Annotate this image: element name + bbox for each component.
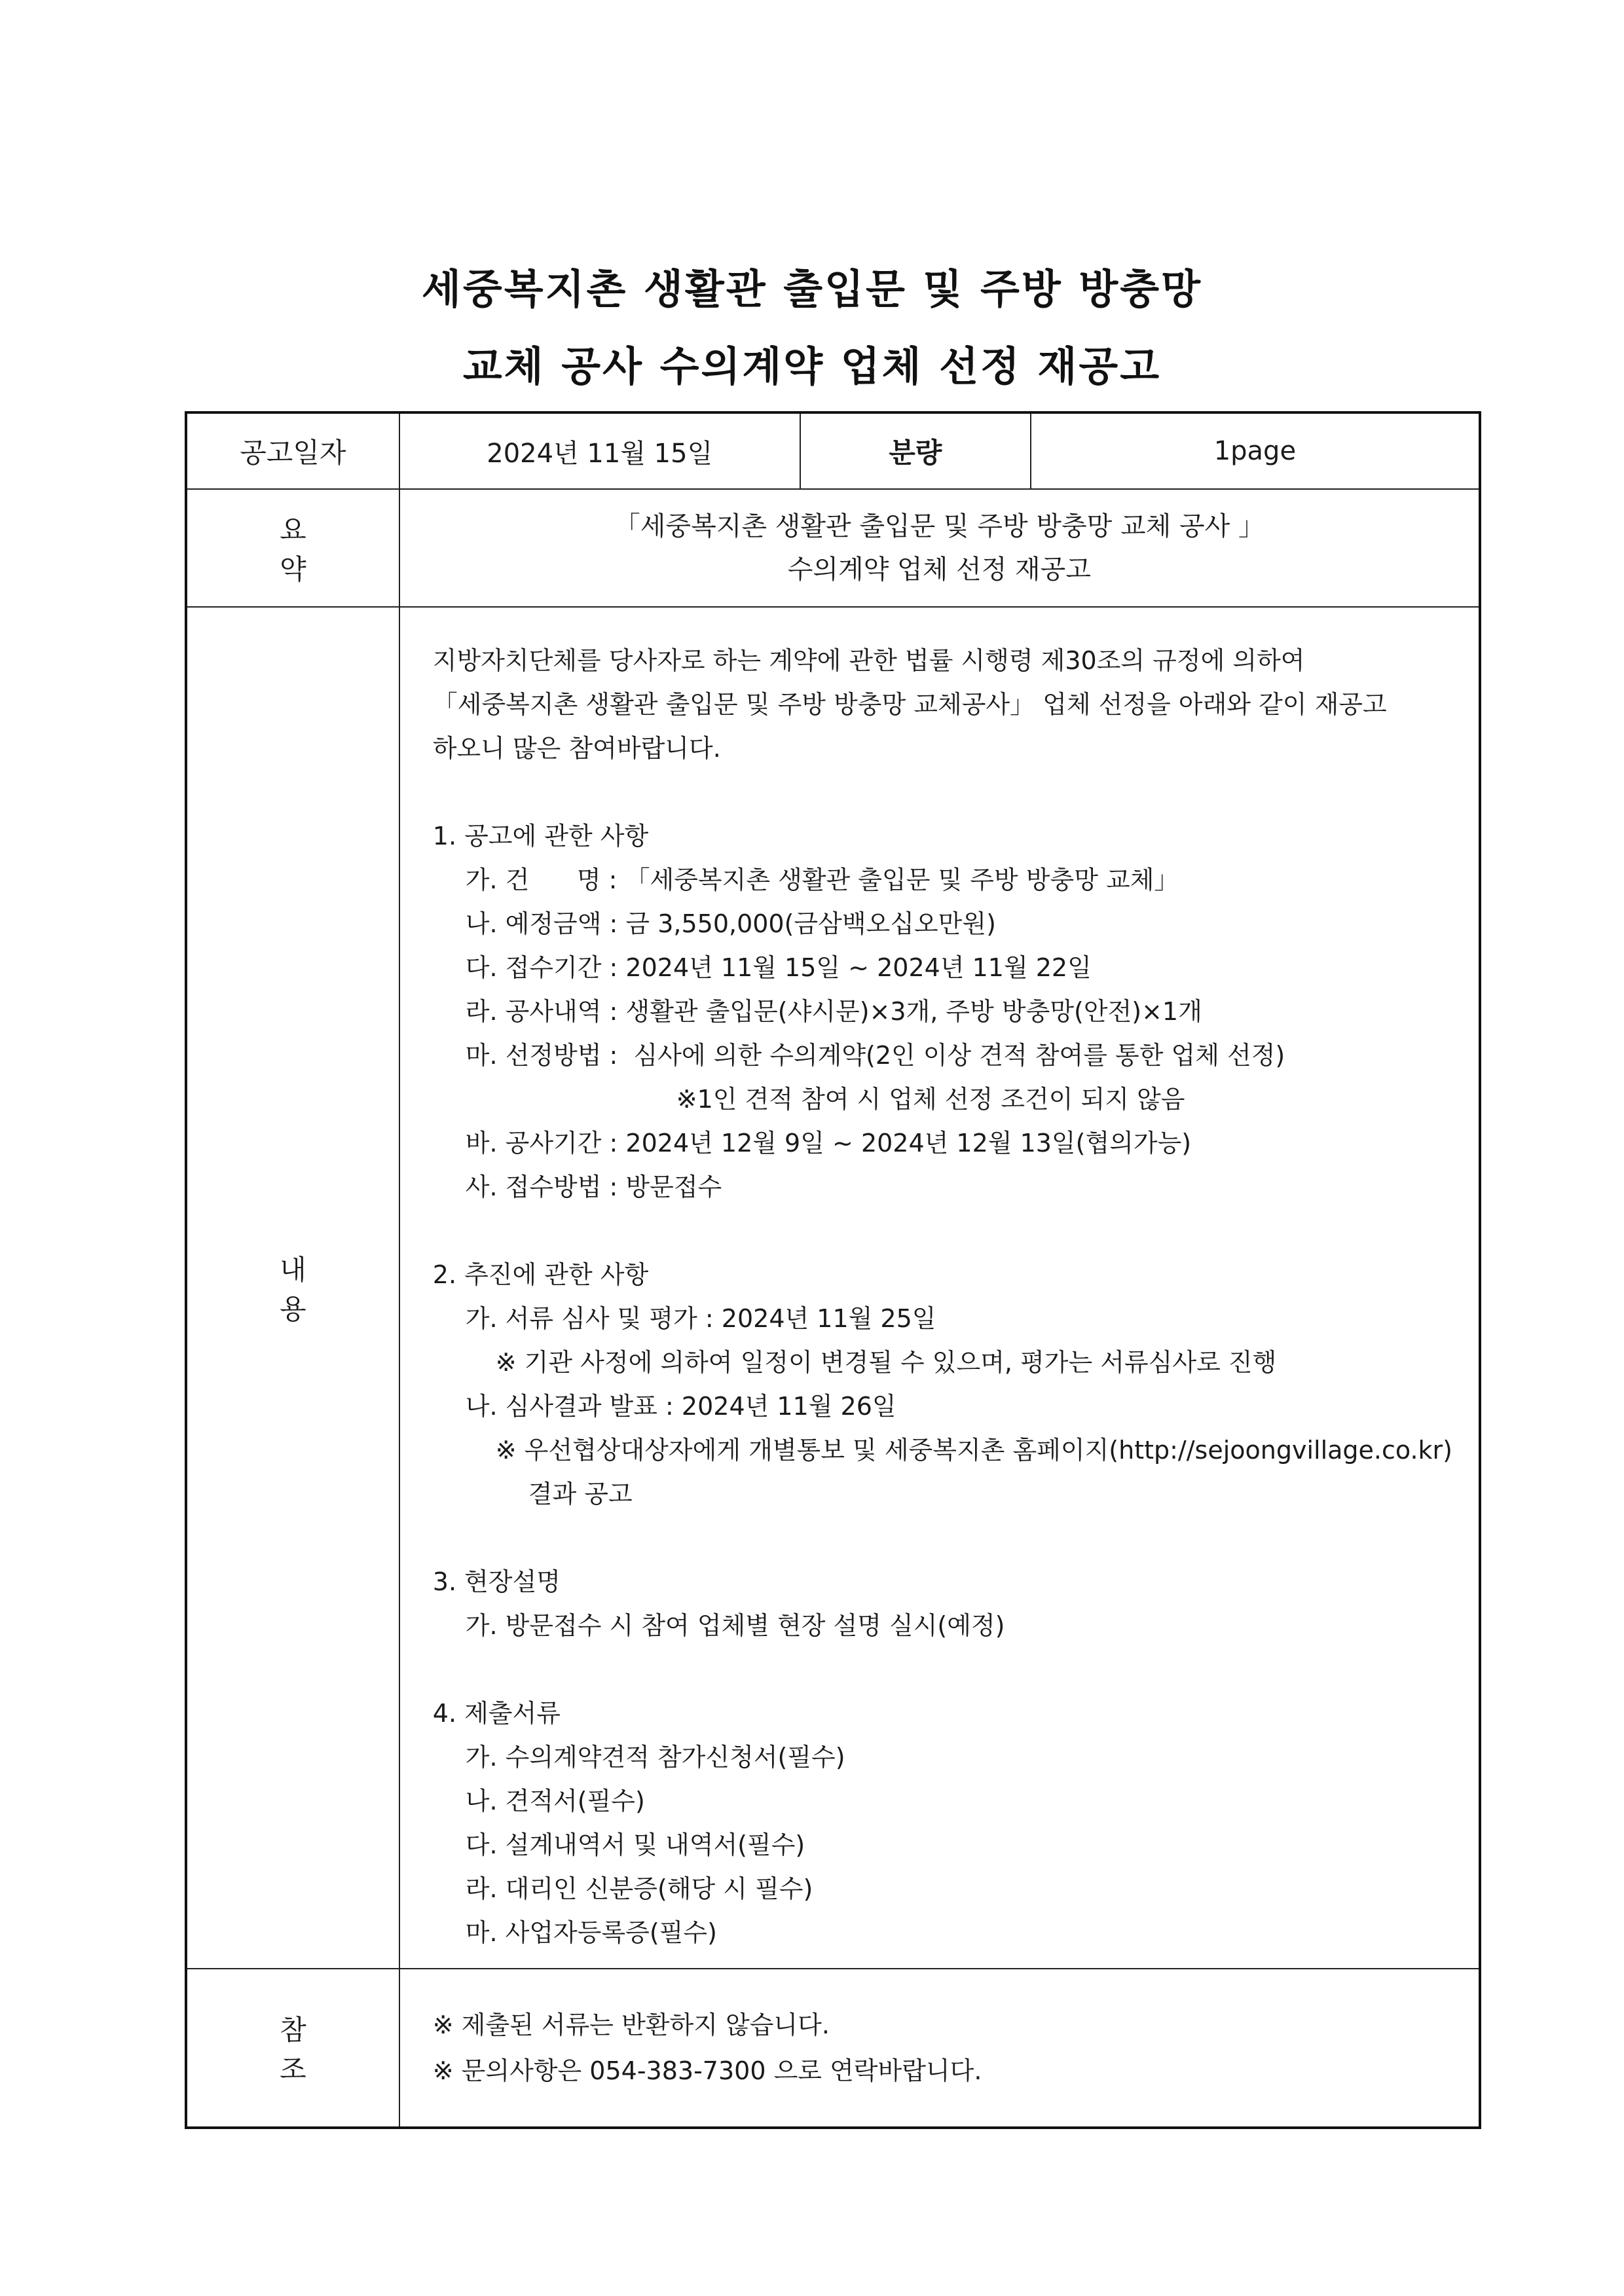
document-title-line-2: 교체 공사 수의계약 업체 선정 재공고 <box>462 342 1162 390</box>
content-label: 내용 <box>186 607 399 1969</box>
reference-line-1: ※ 제출된 서류는 반환하지 않습니다. <box>432 2011 830 2039</box>
section-2-item: 가. 서류 심사 및 평가 : 2024년 11월 25일 <box>465 1304 936 1333</box>
section-3-heading: 3. 현장설명 <box>432 1567 561 1596</box>
intro-line: 지방자치단체를 당사자로 하는 계약에 관한 법률 시행령 제30조의 규정에 의하여 <box>432 646 1305 675</box>
section-4-item: 다. 설계내역서 및 내역서(필수) <box>465 1831 805 1859</box>
reference-line-2: ※ 문의사항은 054-383-7300 으로 연락바랍니다. <box>432 2056 982 2085</box>
section-1-item: 사. 접수방법 : 방문접수 <box>465 1173 722 1201</box>
intro-line: 하오니 많은 참여바랍니다. <box>432 734 721 763</box>
volume-label: 분량 <box>800 412 1031 489</box>
section-1-item: 라. 공사내역 : 생활관 출입문(샤시문)×3개, 주방 방충망(안전)×1개 <box>465 997 1202 1026</box>
date-label: 공고일자 <box>186 412 399 489</box>
reference-label: 참조 <box>186 1969 399 2128</box>
section-2-heading: 2. 추진에 관한 사항 <box>432 1260 649 1289</box>
notice-table <box>185 411 1481 2129</box>
content-row <box>186 607 1480 1969</box>
section-2-note-continued: 결과 공고 <box>528 1480 633 1508</box>
section-4-item: 나. 견적서(필수) <box>465 1787 645 1815</box>
section-2-note: ※ 우선협상대상자에게 개별통보 및 세중복지촌 홈페이지(http://sejoongvillage.co.kr) <box>495 1436 1452 1465</box>
summary-label: 요약 <box>186 489 399 607</box>
summary-value <box>399 489 1480 607</box>
section-4-item: 마. 사업자등록증(필수) <box>465 1918 717 1947</box>
summary-line-2: 수의계약 업체 선정 재공고 <box>787 555 1091 585</box>
section-4-item: 라. 대리인 신분증(해당 시 필수) <box>465 1874 813 1903</box>
section-4-heading: 4. 제출서류 <box>432 1699 561 1728</box>
section-1-item: 다. 접수기간 : 2024년 11월 15일 ~ 2024년 11월 22일 <box>465 953 1092 982</box>
section-1-heading: 1. 공고에 관한 사항 <box>432 822 649 850</box>
section-2-item: 나. 심사결과 발표 : 2024년 11월 26일 <box>465 1392 896 1421</box>
intro-line: 「세중복지촌 생활관 출입문 및 주방 방충망 교체공사」 업체 선정을 아래와 같이 재공고 <box>432 690 1387 719</box>
reference-row <box>186 1969 1480 2128</box>
date-value: 2024년 11월 15일 <box>399 412 800 489</box>
section-3-item: 가. 방문접수 시 참여 업체별 현장 설명 실시(예정) <box>465 1611 1005 1640</box>
header-row <box>186 412 1480 489</box>
reference-body <box>399 1969 1480 2128</box>
volume-value: 1page <box>1031 412 1480 489</box>
document-title-line-1: 세중복지촌 생활관 출입문 및 주방 방충망 <box>421 265 1203 313</box>
summary-line-1: 「세중복지촌 생활관 출입문 및 주방 방충망 교체 공사 」 <box>614 511 1264 541</box>
section-1-item: 나. 예정금액 : 금 3,550,000(금삼백오십오만원) <box>465 909 996 938</box>
section-1-item: 바. 공사기간 : 2024년 12월 9일 ~ 2024년 12월 13일(협의가능) <box>465 1129 1192 1157</box>
section-1-item: 마. 선정방법 : 심사에 의한 수의계약(2인 이상 견적 참여를 통한 업체 선정) <box>465 1041 1285 1070</box>
summary-row <box>186 489 1480 607</box>
content-body <box>399 607 1480 1969</box>
section-2-note: ※ 기관 사정에 의하여 일정이 변경될 수 있으며, 평가는 서류심사로 진행 <box>495 1348 1277 1377</box>
section-1-item: 가. 건 명 : 「세중복지촌 생활관 출입문 및 주방 방충망 교체」 <box>465 866 1179 894</box>
section-4-item: 가. 수의계약견적 참가신청서(필수) <box>465 1743 845 1772</box>
section-1-note: ※1인 견적 참여 시 업체 선정 조건이 되지 않음 <box>676 1085 1185 1114</box>
